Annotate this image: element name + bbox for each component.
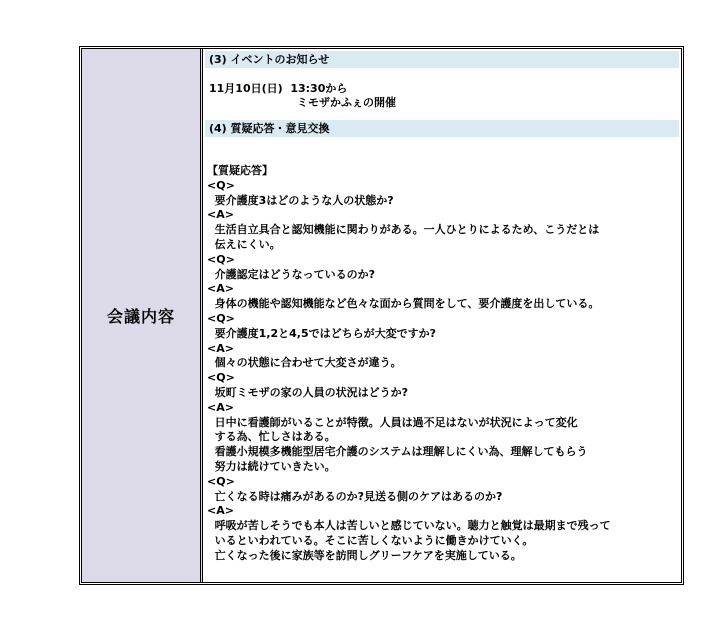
qa-line: いるといわれている。そこに苦しくないように働きかけていく。	[207, 533, 534, 547]
qa-line: 生活自立具合と認知機能に関わりがある。一人ひとりによるため、こうだとは	[207, 223, 600, 237]
event-place: ミモザかふぇの開催	[297, 96, 396, 109]
qa-line: 伝えにくい。	[207, 237, 281, 251]
section-label: 会議内容	[106, 307, 175, 326]
qa-line: 努力は続けていきたい。	[207, 459, 336, 473]
qa-list	[207, 164, 677, 564]
qa-line: <Q>	[207, 311, 235, 325]
qa-line: 介護認定はどうなっているのか?	[207, 267, 376, 281]
qa-line: <Q>	[207, 371, 235, 385]
qa-line: <Q>	[207, 178, 235, 192]
label-cell	[82, 49, 203, 582]
qa-line: 亡くなる時は痛みがあるのか?見送る側のケアはあるのか?	[207, 489, 503, 503]
content-cell	[203, 49, 681, 582]
qa-line: 要介護度1,2と4,5ではどちらが大変ですか?	[207, 326, 437, 340]
qa-line: <Q>	[207, 252, 235, 266]
qa-line: <A>	[207, 400, 234, 414]
qa-line: 【質疑応答】	[207, 164, 273, 177]
event-date: 11月10日(日) 13:30から	[209, 82, 348, 95]
qa-line: <A>	[207, 504, 234, 518]
qa-line: <Q>	[207, 474, 235, 488]
qa-line: 坂町ミモザの家の人員の状況はどうか?	[207, 385, 409, 399]
qa-line: <A>	[207, 282, 234, 296]
section-3-heading: (3) イベントのお知らせ	[205, 51, 679, 68]
qa-line: <A>	[207, 208, 234, 222]
qa-line: 日中に看護師がいることが特徴。人員は過不足はないが状況によって変化	[207, 415, 578, 429]
qa-line: する為、忙しさはある。	[207, 430, 336, 444]
minutes-table	[79, 46, 684, 585]
qa-line: 亡くなった後に家族等を訪問しグリーフケアを実施している。	[207, 548, 522, 562]
qa-line: 個々の状態に合わせて大変さが違う。	[207, 356, 402, 370]
qa-line: 要介護度3はどのような人の状態か?	[207, 193, 394, 207]
qa-line: 身体の機能や認知機能など色々な面から質問をして、要介護度を出している。	[207, 297, 600, 311]
section-4-heading: (4) 質疑応答・意見交換	[205, 120, 679, 137]
qa-line: 呼吸が苦しそうでも本人は苦しいと感じていない。聴力と触覚は最期まで残って	[207, 519, 611, 533]
qa-line: 看護小規模多機能型居宅介護のシステムは理解しにくい為、理解してもらう	[207, 445, 588, 459]
qa-line: <A>	[207, 341, 234, 355]
